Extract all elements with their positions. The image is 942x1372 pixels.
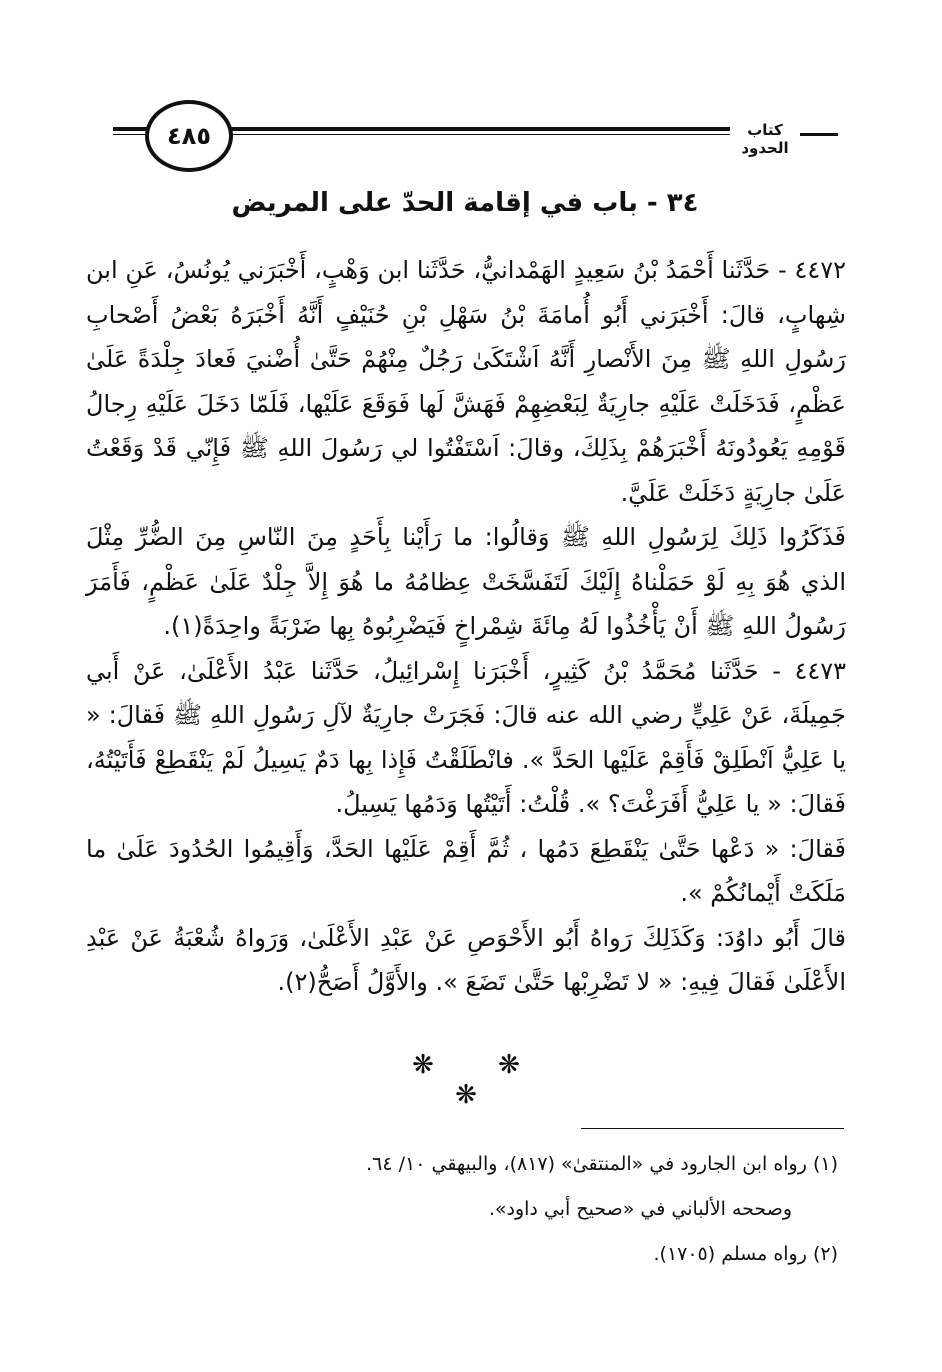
page-number-badge (145, 100, 233, 172)
footnote-1-line-2: وصححه الألباني في «صحيح أبي داود». (488, 1198, 792, 1220)
hadith-4472-paragraph-2: فَذَكَرُوا ذَلِكَ لِرَسُولِ اللهِ ﷺ وَقالُوا: ما رَأَيْنا بِأَحَدٍ مِنَ النّاسِ مِنَ الضُّرِّ مِثْلَ الذي هُوَ بِهِ لَوْ حَمَلْناهُ إِلَيْكَ لَتَفَسَّخَتْ عِظامُهُ ما هُوَ إِلاَّ جِلْدٌ عَلَىٰ عَظْمٍ، فَأَمَرَ رَسُولُ اللهِ ﷺ أَنْ يَأْخُذُوا لَهُ مِائَةَ شِمْراخٍ فَيَضْرِبُوهُ بِها ضَرْبَةً واحِدَةً(١). (86, 523, 846, 640)
footnote-2: (٢) رواه مسلم (١٧٠٥). (653, 1243, 838, 1265)
page-number: ٤٨٥ (167, 122, 211, 150)
hadith-4473-paragraph-1: ٤٤٧٣ - حَدَّثَنا مُحَمَّدُ بْنُ كَثِيرٍ، أَخْبَرَنا إِسْرائِيلُ، حَدَّثَنا عَبْدُ الأَعْلَىٰ، عَنْ أَبي جَمِيلَةَ، عَنْ عَلِيٍّ رضي الله عنه قالَ: فَجَرَتْ جارِيَةٌ لآلِ رَسُولِ اللهِ ﷺ فَقالَ: « يا عَلِيُّ اَنْطَلِقْ فَأَقِمْ عَلَيْها الحَدَّ ». فانْطَلَقْتُ فَإِذا بِها دَمٌ يَسِيلُ لَمْ يَنْقَطِعْ فَأَتَيْتُهُ، فَقالَ: « يا عَلِيُّ أَفَرَغْتَ؟ ». قُلْتُ: أَتَيْتُها وَدَمُها يَسِيلُ. (86, 656, 846, 818)
main-text (86, 248, 846, 1005)
chapter-heading: ٣٤ - باب في إقامة الحدّ على المريض (231, 188, 699, 218)
hadith-4473-paragraph-3: قالَ أَبُو داوُدَ: وَكَذَلِكَ رَواهُ أَبُو الأَحْوَصِ عَنْ عَبْدِ الأَعْلَىٰ، وَرَواهُ شُعْبَةُ عَنْ عَبْدِ الأَعْلَىٰ فَقالَ فِيهِ: « لا تَضْرِبْها حَتَّىٰ تَضَعَ ». والأَوَّلُ أَصَحُّ(٢). (86, 923, 846, 996)
footnote-1-line-1: (١) رواه ابن الجارود في «المنتقىٰ» (٨١٧)، والبيهقي ١٠/ ٦٤. (366, 1153, 838, 1175)
running-head-book-title: كتاب الحدود (730, 121, 800, 157)
hadith-4473-paragraph-2: فَقالَ: « دَعْها حَتَّىٰ يَنْقَطِعَ دَمُها ، ثُمَّ أَقِمْ عَلَيْها الحَدَّ، وَأَقِيمُوا الحُدُودَ عَلَىٰ ما مَلَكَتْ أَيْمانُكُمْ ». (86, 834, 846, 907)
section-separator-stars: ❋ ❋ ❋ (412, 1050, 548, 1110)
footnotes (86, 1142, 838, 1277)
footnote-rule (581, 1128, 844, 1129)
hadith-4472-paragraph-1: ٤٤٧٢ - حَدَّثَنا أَحْمَدُ بْنُ سَعِيدٍ الهَمْدانيُّ، حَدَّثَنا ابن وَهْبٍ، أَخْبَرَني يُونُسُ، عَنِ ابن شِهابٍ، قالَ: أَخْبَرَني أَبُو أُمامَةَ بْنُ سَهْلِ بْنِ حُنَيْفٍ أَنَّهُ أَخْبَرَهُ بَعْضُ أَصْحابِ رَسُولِ اللهِ ﷺ مِنَ الأَنْصارِ أَنَّهُ اَشْتَكَىٰ رَجُلٌ مِنْهُمْ حَتَّىٰ أُضْنيَ فَعادَ جِلْدَةً عَلَىٰ عَظْمٍ، فَدَخَلَتْ عَلَيْهِ جارِيَةٌ لِبَعْضِهِمْ فَهَشَّ لَها فَوَقَعَ عَلَيْها، فَلَمّا دَخَلَ عَلَيْهِ رِجالُ قَوْمِهِ يَعُودُونَهُ أَخْبَرَهُمْ بِذَلِكَ، وقالَ: اَسْتَفْتُوا لي رَسُولَ اللهِ ﷺ فَإِنّي قَدْ وَقَعْتُ عَلَىٰ جارِيَةٍ دَخَلَتْ عَلَيَّ. (86, 256, 846, 507)
header-short-rule (795, 133, 838, 136)
